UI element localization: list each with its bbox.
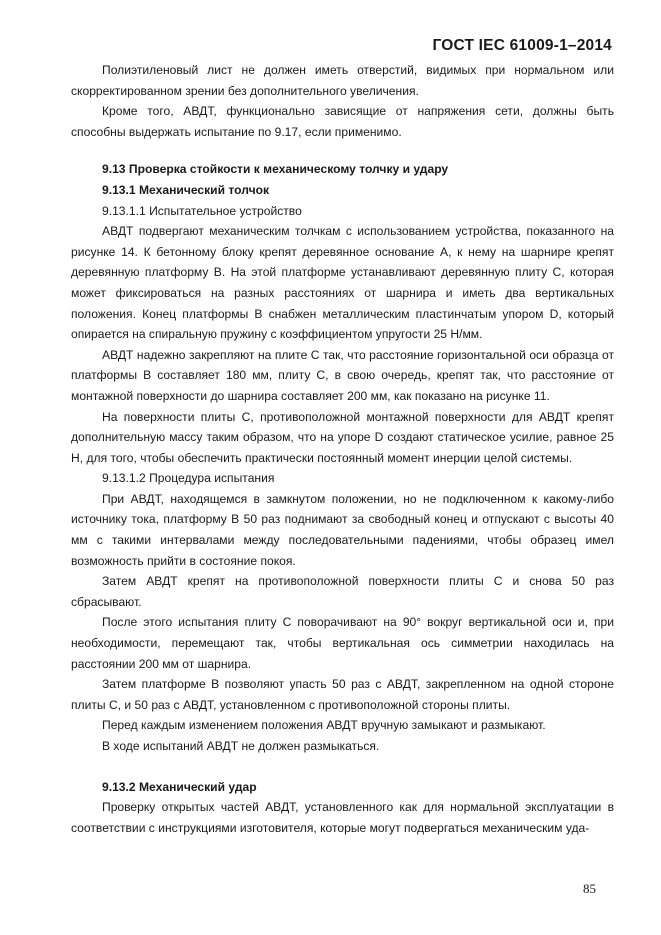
paragraph: Затем АВДТ крепят на противоположной поверхности плиты C и снова 50 раз сбрасывают.	[71, 574, 614, 609]
subsection-heading: 9.13.1 Механический толчок	[102, 182, 270, 197]
section-heading: 9.13 Проверка стойкости к механическому толчку и удару	[102, 162, 449, 177]
paragraph: На поверхности плиты C, противоположной монтажной поверхности для АВДТ крепят дополнительную массу таким образом, что на упоре D создают статическое усилие, равное 25 Н, для того, чтобы обеспечить практически постоянный момент инерции целой системы.	[71, 409, 614, 465]
paragraph: Проверку открытых частей АВДТ, установленного как для нормальной эксплуатации в соответствии с инструкциями изготовителя, которые могут подвергаться механическим уда-	[71, 800, 614, 835]
paragraph: Перед каждым изменением положения АВДТ вручную замыкают и размыкают.	[102, 718, 546, 733]
clause-title: 9.13.1.2 Процедура испытания	[102, 471, 275, 486]
paragraph: Кроме того, АВДТ, функционально зависящие от напряжения сети, должны быть способны выдержать испытание по 9.17, если применимо.	[71, 104, 614, 139]
subsection-heading: 9.13.2 Механический удар	[102, 779, 257, 794]
document-body	[71, 60, 614, 838]
paragraph: АВДТ надежно закрепляют на плите C так, что расстояние горизонтальной оси образца от платформы B составляет 180 мм, плиту C, в свою очередь, крепят так, что расстояние от монтажной поверхности до шарнира составляет 200 мм, как показано на рисунке 11.	[71, 347, 614, 403]
paragraph: После этого испытания плиту C поворачивают на 90° вокруг вертикальной оси и, при необходимости, перемещают так, чтобы вертикальная ось симметрии находилась на расстоянии 200 мм от шарнира.	[71, 615, 614, 671]
paragraph: При АВДТ, находящемся в замкнутом положении, но не подключенном к какому-либо источнику тока, платформу B 50 раз поднимают за свободный конец и отпускают с высоты 40 мм с такими интервалами между последовательными падениями, чтобы образец имел возможность прийти в состояние покоя.	[71, 491, 614, 568]
clause-title: 9.13.1.1 Испытательное устройство	[102, 203, 302, 218]
paragraph: АВДТ подвергают механическим толчкам с использованием устройства, показанного на рисунке 14. К бетонному блоку крепят деревянное основание A, к нему на шарнире крепят деревянную платформу B. На этой платформе устанавливают деревянную плиту C, которая может фиксироваться на разных расстояниях от шарнира и иметь два вертикальных положения. Конец платформы B снабжен металлическим пластинчатым упором D, который опирается на спиральную пружину с коэффициентом упругости 25 Н/мм.	[71, 224, 614, 342]
document-code-header: ГОСТ IEC 61009-1–2014	[432, 37, 612, 54]
paragraph: Полиэтиленовый лист не должен иметь отверстий, видимых при нормальном или скорректированном зрении без дополнительного увеличения.	[71, 63, 614, 98]
paragraph: В ходе испытаний АВДТ не должен размыкаться.	[102, 739, 380, 753]
paragraph: Затем платформе B позволяют упасть 50 раз с АВДТ, закрепленном на одной стороне плиты C, и 50 раз с АВДТ, установленном с противоположной стороны плиты.	[71, 677, 614, 712]
page-number: 85	[583, 881, 596, 896]
